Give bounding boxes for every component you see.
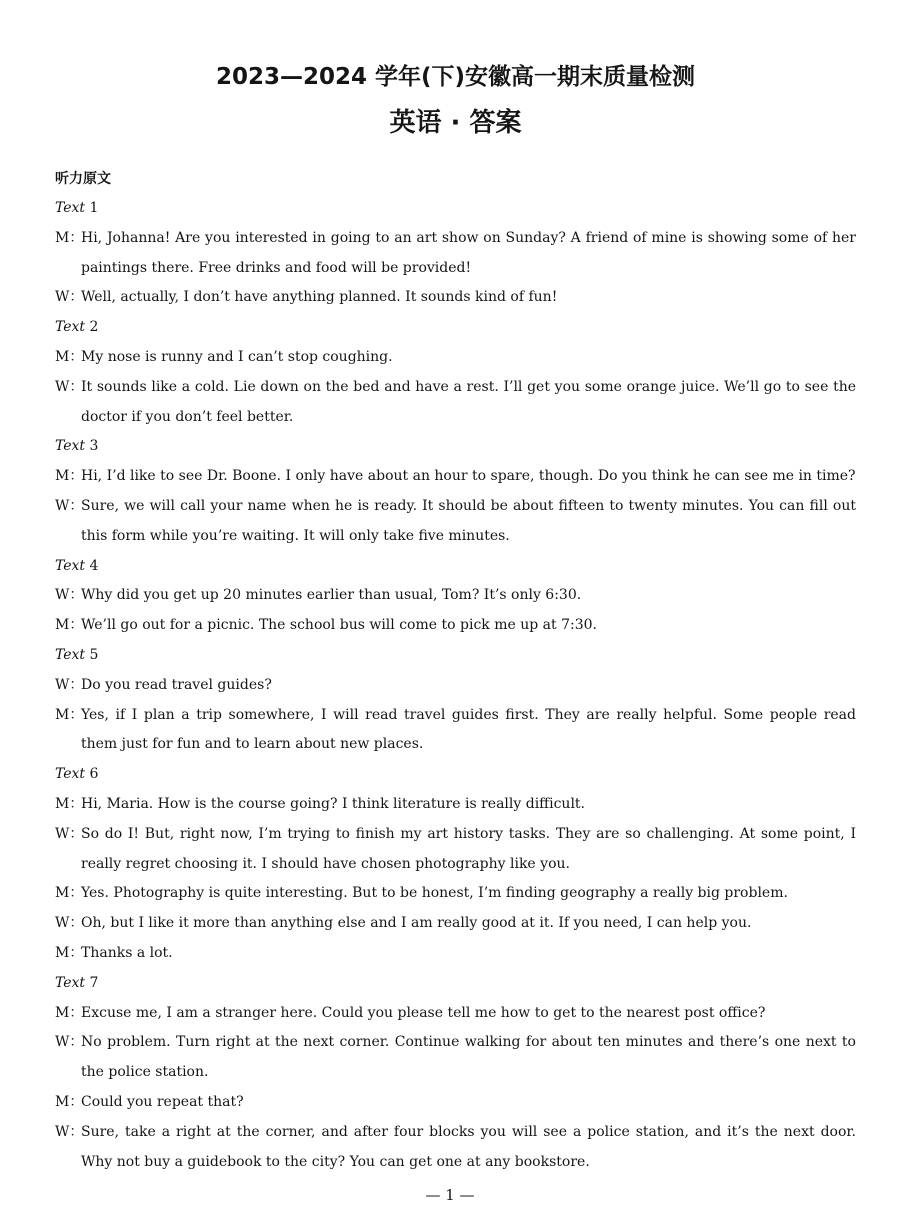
text-label <box>55 552 856 582</box>
utterance-text: Yes, if I plan a trip somewhere, I will read travel guides first. They are really helpful. Some people read them just for fun and to learn about new places. <box>81 706 856 753</box>
transcript <box>55 194 856 1177</box>
speaker-label: M： <box>55 1093 84 1110</box>
text-label-number: 4 <box>89 557 99 574</box>
speaker-label: M： <box>55 617 84 634</box>
utterance-text: My nose is runny and I can’t stop coughing. <box>81 348 393 365</box>
dialogue-line <box>55 373 856 433</box>
text-label <box>55 432 856 462</box>
speaker-label: W： <box>55 497 84 514</box>
dialogue-line <box>55 909 856 939</box>
dialogue-line <box>55 1028 856 1088</box>
dialogue-line <box>55 790 856 820</box>
text-label-number: 3 <box>89 438 99 455</box>
utterance-text: Sure, we will call your name when he is ready. It should be about fifteen to twenty minutes. You can fill out this form while you’re waiting. It will only take five minutes. <box>81 497 856 544</box>
section-heading: 听力原文 <box>55 171 111 187</box>
dialogue-line <box>55 492 856 552</box>
speaker-label: W： <box>55 1123 84 1140</box>
speaker-label: M： <box>55 229 84 246</box>
dialogue-line <box>55 224 856 284</box>
speaker-label: M： <box>55 706 84 723</box>
utterance-text: Hi, I’d like to see Dr. Boone. I only have about an hour to spare, though. Do you think he can see me in time? <box>81 468 856 485</box>
dialogue-line <box>55 701 856 761</box>
dialogue-line <box>55 999 856 1029</box>
dialogue-line <box>55 611 856 641</box>
text-label-word: Text <box>55 557 86 574</box>
speaker-label: W： <box>55 378 84 395</box>
page-number: — 1 — <box>425 1186 475 1204</box>
text-label-number: 2 <box>89 319 99 336</box>
text-label <box>55 969 856 999</box>
speaker-label: W： <box>55 289 84 306</box>
dialogue-line <box>55 462 856 492</box>
text-label <box>55 313 856 343</box>
speaker-label: W： <box>55 587 84 604</box>
utterance-text: Excuse me, I am a stranger here. Could you please tell me how to get to the nearest post office? <box>81 1004 766 1021</box>
text-label-number: 5 <box>89 646 99 663</box>
dialogue-line <box>55 283 856 313</box>
utterance-text: Yes. Photography is quite interesting. But to be honest, I’m finding geography a really big problem. <box>81 885 788 902</box>
utterance-text: No problem. Turn right at the next corner. Continue walking for about ten minutes and there’s one next to the police station. <box>81 1034 856 1081</box>
text-label-word: Text <box>55 646 86 663</box>
dialogue-line <box>55 939 856 969</box>
document-subtitle: 英语 · 答案 <box>389 108 522 138</box>
utterance-text: Do you read travel guides? <box>81 676 272 693</box>
dialogue-line <box>55 820 856 880</box>
utterance-text: Could you repeat that? <box>81 1093 244 1110</box>
utterance-text: Well, actually, I don’t have anything planned. It sounds kind of fun! <box>81 289 558 306</box>
speaker-label: M： <box>55 795 84 812</box>
text-label-number: 6 <box>89 766 99 783</box>
utterance-text: Hi, Maria. How is the course going? I think literature is really difficult. <box>81 795 585 812</box>
document-title: 2023—2024 学年(下)安徽高一期末质量检测 <box>215 64 696 90</box>
utterance-text: So do I! But, right now, I’m trying to finish my art history tasks. They are so challenging. At some point, I really regret choosing it. I should have chosen photography like you. <box>81 825 856 872</box>
utterance-text: Hi, Johanna! Are you interested in going to an art show on Sunday? A friend of mine is showing some of her paintings there. Free drinks and food will be provided! <box>81 229 856 276</box>
utterance-text: Why did you get up 20 minutes earlier than usual, Tom? It’s only 6:30. <box>81 587 582 604</box>
speaker-label: W： <box>55 915 84 932</box>
text-label-number: 1 <box>89 200 99 216</box>
speaker-label: W： <box>55 825 84 842</box>
utterance-text: Thanks a lot. <box>81 944 173 961</box>
utterance-text: Oh, but I like it more than anything else and I am really good at it. If you need, I can help you. <box>81 915 752 932</box>
text-label-word: Text <box>55 438 86 455</box>
utterance-text: It sounds like a cold. Lie down on the bed and have a rest. I’ll get you some orange juice. We’ll go to see the doctor if you don’t feel better. <box>81 378 856 425</box>
dialogue-line <box>55 879 856 909</box>
speaker-label: W： <box>55 1034 84 1051</box>
speaker-label: M： <box>55 885 84 902</box>
text-label-number: 7 <box>89 974 99 991</box>
speaker-label: M： <box>55 944 84 961</box>
speaker-label: M： <box>55 1004 84 1021</box>
dialogue-line <box>55 671 856 701</box>
utterance-text: Sure, take a right at the corner, and after four blocks you will see a police station, and it’s the next door. Why not buy a guidebook to the city? You can get one at any bookstore. <box>81 1123 856 1170</box>
dialogue-line <box>55 581 856 611</box>
dialogue-line <box>55 1118 856 1178</box>
speaker-label: W： <box>55 676 84 693</box>
text-label <box>55 641 856 671</box>
utterance-text: We’ll go out for a picnic. The school bus will come to pick me up at 7:30. <box>81 617 597 634</box>
dialogue-line <box>55 1088 856 1118</box>
text-label-word: Text <box>55 766 86 783</box>
dialogue-line <box>55 343 856 373</box>
text-label-word: Text <box>55 319 86 336</box>
text-label <box>55 194 856 224</box>
text-label-word: Text <box>55 200 86 216</box>
text-label <box>55 760 856 790</box>
speaker-label: M： <box>55 468 84 485</box>
speaker-label: M： <box>55 348 84 365</box>
text-label-word: Text <box>55 974 86 991</box>
